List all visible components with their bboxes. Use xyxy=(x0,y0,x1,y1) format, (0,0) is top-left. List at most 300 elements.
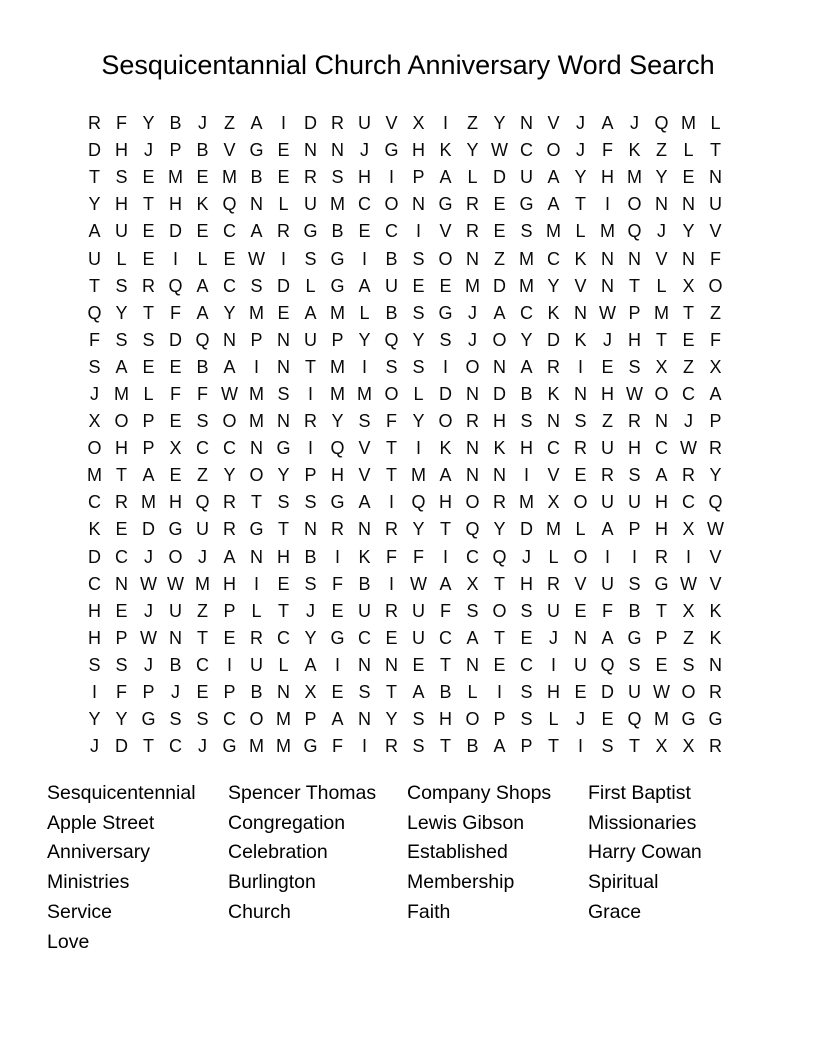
grid-letter: S xyxy=(304,492,317,513)
grid-letter: X xyxy=(412,113,425,134)
grid-letter: R xyxy=(331,113,344,134)
grid-letter: S xyxy=(88,356,101,377)
grid-letter: K xyxy=(439,438,452,459)
grid-letter: G xyxy=(384,140,399,161)
grid-letter: E xyxy=(223,627,236,648)
grid-letter: N xyxy=(277,329,290,350)
grid-letter: O xyxy=(438,248,453,269)
grid-letter: X xyxy=(547,492,560,513)
grid-letter: Y xyxy=(412,411,425,432)
word-item: First Baptist xyxy=(588,782,691,804)
grid-letter: J xyxy=(360,140,369,161)
grid-letter: M xyxy=(519,275,534,296)
grid-letter: N xyxy=(655,411,668,432)
grid-letter: V xyxy=(709,546,722,567)
grid-letter: N xyxy=(682,248,695,269)
grid-letter: N xyxy=(250,546,263,567)
grid-letter: I xyxy=(307,383,313,404)
word-item: Love xyxy=(47,930,90,953)
grid-letter: M xyxy=(411,465,426,486)
grid-letter: J xyxy=(144,140,153,161)
grid-letter: C xyxy=(223,275,236,296)
grid-letter: Y xyxy=(520,329,533,350)
grid-letter: M xyxy=(654,302,669,323)
grid-letter: U xyxy=(574,654,587,675)
grid-letter: I xyxy=(604,546,610,567)
grid-letter: V xyxy=(439,221,452,242)
grid-letter: A xyxy=(331,709,344,730)
grid-letter: H xyxy=(223,573,236,594)
grid-letter: R xyxy=(223,492,236,513)
grid-letter: A xyxy=(412,682,425,703)
grid-letter: O xyxy=(573,492,588,513)
grid-letter: X xyxy=(466,573,479,594)
word-list xyxy=(0,779,816,979)
grid-letter: T xyxy=(656,600,667,621)
grid-letter: C xyxy=(88,492,101,513)
grid-letter: I xyxy=(523,465,529,486)
grid-letter: X xyxy=(304,682,317,703)
grid-letter: X xyxy=(655,356,668,377)
grid-letter: N xyxy=(493,356,506,377)
grid-letter: I xyxy=(631,546,637,567)
grid-letter: O xyxy=(87,438,102,459)
grid-letter: F xyxy=(89,329,100,350)
grid-letter: S xyxy=(412,356,425,377)
grid-letter: S xyxy=(115,654,128,675)
grid-letter: N xyxy=(655,194,668,215)
grid-letter: E xyxy=(142,167,155,188)
grid-letter: U xyxy=(169,600,182,621)
grid-letter: S xyxy=(439,329,452,350)
word-item: Grace xyxy=(588,900,642,923)
grid-letter: L xyxy=(278,194,289,215)
grid-letter: Q xyxy=(627,221,642,242)
grid-letter: U xyxy=(601,438,614,459)
grid-letter: R xyxy=(385,736,398,757)
grid-letter: T xyxy=(386,465,397,486)
grid-letter: C xyxy=(196,654,209,675)
grid-letter: E xyxy=(277,573,290,594)
grid-letter: I xyxy=(361,736,367,757)
grid-letter: J xyxy=(198,736,207,757)
grid-letter: H xyxy=(358,167,371,188)
grid-letter: P xyxy=(628,519,641,540)
word-list-column xyxy=(47,779,196,957)
grid-letter: D xyxy=(169,221,182,242)
grid-letter: N xyxy=(115,573,128,594)
grid-letter: Z xyxy=(683,627,694,648)
grid-letter: Y xyxy=(493,113,506,134)
grid-letter: S xyxy=(412,248,425,269)
grid-letter: O xyxy=(249,465,264,486)
grid-letter: I xyxy=(388,573,394,594)
grid-letter: E xyxy=(115,519,128,540)
grid-letter: T xyxy=(116,465,127,486)
grid-letter: N xyxy=(601,248,614,269)
word-item: Church xyxy=(228,900,291,923)
grid-letter: V xyxy=(547,465,560,486)
grid-letter: G xyxy=(141,709,156,730)
grid-letter: E xyxy=(493,194,506,215)
grid-letter: T xyxy=(629,275,640,296)
grid-letter: M xyxy=(357,383,372,404)
grid-letter: Y xyxy=(115,709,128,730)
grid-letter: E xyxy=(493,221,506,242)
grid-letter: W xyxy=(491,140,508,161)
grid-letter: Q xyxy=(384,329,399,350)
grid-letter: R xyxy=(466,221,479,242)
grid-letter: I xyxy=(361,356,367,377)
word-item: Harry Cowan xyxy=(588,841,702,864)
grid-letter: O xyxy=(168,546,183,567)
grid-letter: I xyxy=(415,438,421,459)
grid-letter: N xyxy=(574,302,587,323)
grid-letter: H xyxy=(520,573,533,594)
grid-letter: N xyxy=(466,465,479,486)
grid-letter: R xyxy=(709,682,722,703)
grid-letter: E xyxy=(574,682,587,703)
grid-letter: P xyxy=(412,167,425,188)
grid-letter: H xyxy=(412,140,425,161)
grid-letter: N xyxy=(277,682,290,703)
grid-letter: L xyxy=(251,600,262,621)
grid-letter: I xyxy=(307,438,313,459)
grid-letter: G xyxy=(222,736,237,757)
grid-letter: T xyxy=(143,736,154,757)
grid-letter: C xyxy=(439,627,452,648)
grid-letter: O xyxy=(384,383,399,404)
grid-letter: Z xyxy=(197,465,208,486)
grid-letter: N xyxy=(682,194,695,215)
grid-letter: U xyxy=(412,600,425,621)
grid-letter: D xyxy=(277,275,290,296)
grid-letter: M xyxy=(600,221,615,242)
grid-letter: O xyxy=(384,194,399,215)
grid-letter: G xyxy=(330,492,345,513)
grid-letter: M xyxy=(249,736,264,757)
grid-letter: A xyxy=(493,302,506,323)
grid-letter: C xyxy=(277,627,290,648)
grid-letter: J xyxy=(576,140,585,161)
grid-letter: V xyxy=(574,573,587,594)
word-item: Membership xyxy=(407,871,515,894)
grid-letter: Y xyxy=(547,275,560,296)
grid-letter: S xyxy=(682,654,695,675)
grid-letter: Z xyxy=(224,113,235,134)
grid-letter: T xyxy=(278,600,289,621)
grid-letter: L xyxy=(197,248,208,269)
grid-letter: H xyxy=(655,519,668,540)
grid-letter: S xyxy=(115,275,128,296)
word-list-column xyxy=(407,779,551,928)
grid-letter: Y xyxy=(385,709,398,730)
grid-letter: N xyxy=(277,411,290,432)
grid-letter: Y xyxy=(304,627,317,648)
grid-letter: N xyxy=(169,627,182,648)
grid-letter: X xyxy=(682,275,695,296)
grid-letter: T xyxy=(305,356,316,377)
grid-letter: T xyxy=(440,736,451,757)
grid-letter: A xyxy=(304,302,317,323)
grid-letter: R xyxy=(655,546,668,567)
grid-letter: U xyxy=(385,275,398,296)
page-title: Sesquicentannial Church Anniversary Word Search xyxy=(101,50,715,80)
grid-letter: E xyxy=(682,329,695,350)
grid-letter: Y xyxy=(412,329,425,350)
grid-letter: U xyxy=(358,113,371,134)
grid-letter: V xyxy=(709,221,722,242)
grid-letter: Z xyxy=(683,356,694,377)
grid-letter: M xyxy=(330,302,345,323)
grid-letter: F xyxy=(413,546,424,567)
grid-letter: S xyxy=(88,654,101,675)
grid-letter: G xyxy=(249,519,264,540)
grid-letter: N xyxy=(574,627,587,648)
grid-letter: U xyxy=(547,600,560,621)
grid-letter: R xyxy=(142,275,155,296)
grid-letter: U xyxy=(358,600,371,621)
grid-letter: J xyxy=(171,682,180,703)
grid-letter: H xyxy=(169,492,182,513)
grid-letter: C xyxy=(88,573,101,594)
grid-letter: Y xyxy=(466,140,479,161)
grid-letter: K xyxy=(709,600,722,621)
grid-letter: S xyxy=(412,709,425,730)
grid-letter: U xyxy=(196,519,209,540)
grid-letter: J xyxy=(90,383,99,404)
grid-letter: H xyxy=(277,546,290,567)
grid-letter: J xyxy=(468,329,477,350)
grid-letter: F xyxy=(116,682,127,703)
grid-letter: T xyxy=(440,519,451,540)
grid-letter: E xyxy=(142,221,155,242)
grid-letter: E xyxy=(331,682,344,703)
grid-letter: R xyxy=(223,519,236,540)
grid-letter: U xyxy=(520,167,533,188)
grid-letter: I xyxy=(361,248,367,269)
grid-letter: N xyxy=(358,654,371,675)
grid-letter: Q xyxy=(411,492,426,513)
grid-letter: H xyxy=(115,438,128,459)
grid-letter: D xyxy=(88,546,101,567)
grid-letter: C xyxy=(466,546,479,567)
grid-letter: Q xyxy=(627,709,642,730)
grid-letter: O xyxy=(465,709,480,730)
word-item: Spiritual xyxy=(588,871,659,894)
grid-letter: E xyxy=(655,654,668,675)
grid-letter: M xyxy=(519,492,534,513)
grid-letter: H xyxy=(115,140,128,161)
grid-letter: M xyxy=(168,167,183,188)
grid-letter: Y xyxy=(115,302,128,323)
grid-letter: N xyxy=(250,194,263,215)
grid-letter: U xyxy=(601,573,614,594)
grid-letter: Q xyxy=(465,519,480,540)
grid-letter: G xyxy=(519,194,534,215)
grid-letter: E xyxy=(412,654,425,675)
grid-letter: J xyxy=(630,113,639,134)
grid-letter: V xyxy=(358,465,371,486)
grid-letter: R xyxy=(250,627,263,648)
grid-letter: M xyxy=(627,167,642,188)
grid-letter: Q xyxy=(222,194,237,215)
grid-letter: D xyxy=(88,140,101,161)
grid-letter: L xyxy=(305,275,316,296)
grid-letter: E xyxy=(169,465,182,486)
grid-letter: I xyxy=(577,736,583,757)
grid-letter: F xyxy=(602,140,613,161)
grid-letter: C xyxy=(520,654,533,675)
grid-letter: C xyxy=(196,438,209,459)
grid-letter: Z xyxy=(467,113,478,134)
grid-letter: S xyxy=(574,411,587,432)
grid-letter: J xyxy=(144,546,153,567)
grid-letter: J xyxy=(657,221,666,242)
grid-letter: L xyxy=(683,140,694,161)
word-item: Celebration xyxy=(228,841,328,864)
grid-letter: E xyxy=(115,600,128,621)
grid-letter: T xyxy=(656,329,667,350)
grid-letter: P xyxy=(223,682,236,703)
grid-letter: R xyxy=(385,600,398,621)
grid-letter: B xyxy=(520,383,533,404)
grid-letter: N xyxy=(493,465,506,486)
grid-letter: Z xyxy=(710,302,721,323)
grid-letter: Y xyxy=(88,709,101,730)
grid-letter: H xyxy=(88,600,101,621)
grid-letter: M xyxy=(330,194,345,215)
grid-letter: S xyxy=(520,411,533,432)
grid-letter: Y xyxy=(412,519,425,540)
grid-letter: E xyxy=(574,600,587,621)
grid-letter: G xyxy=(708,709,723,730)
grid-letter: C xyxy=(520,302,533,323)
grid-letter: K xyxy=(709,627,722,648)
grid-letter: T xyxy=(494,573,505,594)
grid-letter: U xyxy=(412,627,425,648)
grid-letter: V xyxy=(709,573,722,594)
grid-letter: E xyxy=(520,627,533,648)
grid-letter: C xyxy=(682,383,695,404)
grid-letter: B xyxy=(385,302,398,323)
grid-letter: N xyxy=(466,654,479,675)
grid-letter: E xyxy=(196,167,209,188)
grid-letter: J xyxy=(549,627,558,648)
grid-letter: E xyxy=(142,356,155,377)
grid-letter: M xyxy=(87,465,102,486)
grid-letter: F xyxy=(197,383,208,404)
grid-letter: T xyxy=(278,519,289,540)
grid-letter: U xyxy=(628,682,641,703)
grid-letter: U xyxy=(88,248,101,269)
grid-letter: I xyxy=(442,356,448,377)
grid-letter: E xyxy=(277,302,290,323)
grid-letter: S xyxy=(520,682,533,703)
grid-letter: J xyxy=(144,654,153,675)
grid-letter: D xyxy=(169,329,182,350)
grid-letter: L xyxy=(116,248,127,269)
grid-letter: S xyxy=(169,709,182,730)
grid-letter: K xyxy=(439,140,452,161)
grid-letter: I xyxy=(334,654,340,675)
grid-letter: B xyxy=(250,682,263,703)
grid-letter: H xyxy=(601,167,614,188)
grid-letter: B xyxy=(385,248,398,269)
grid-letter: S xyxy=(628,356,641,377)
grid-letter: S xyxy=(412,736,425,757)
grid-letter: X xyxy=(682,519,695,540)
grid-letter: A xyxy=(250,113,263,134)
grid-letter: B xyxy=(304,546,317,567)
grid-letter: B xyxy=(358,573,371,594)
grid-letter: S xyxy=(628,465,641,486)
grid-letter: A xyxy=(142,465,155,486)
grid-letter: D xyxy=(304,113,317,134)
grid-letter: T xyxy=(386,438,397,459)
grid-letter: D xyxy=(547,329,560,350)
grid-letter: I xyxy=(604,194,610,215)
grid-letter: F xyxy=(332,573,343,594)
grid-letter: U xyxy=(709,194,722,215)
grid-letter: I xyxy=(496,682,502,703)
grid-letter: Y xyxy=(88,194,101,215)
grid-letter: Y xyxy=(709,465,722,486)
grid-letter: R xyxy=(682,465,695,486)
grid-letter: G xyxy=(330,627,345,648)
grid-letter: C xyxy=(547,248,560,269)
grid-letter: I xyxy=(550,654,556,675)
grid-letter: I xyxy=(334,546,340,567)
grid-letter: W xyxy=(221,383,238,404)
grid-letter: J xyxy=(576,113,585,134)
grid-letter: F xyxy=(386,546,397,567)
grid-letter: D xyxy=(493,167,506,188)
grid-letter: T xyxy=(440,654,451,675)
grid-letter: L xyxy=(575,519,586,540)
grid-letter: G xyxy=(249,140,264,161)
grid-letter: E xyxy=(331,600,344,621)
grid-letter: K xyxy=(493,438,506,459)
grid-letter: M xyxy=(465,275,480,296)
grid-letter: A xyxy=(547,194,560,215)
grid-letter: H xyxy=(493,411,506,432)
grid-letter: Q xyxy=(168,275,183,296)
grid-letter: C xyxy=(358,627,371,648)
grid-letter: J xyxy=(603,329,612,350)
grid-letter: S xyxy=(520,709,533,730)
grid-letter: E xyxy=(385,627,398,648)
grid-letter: A xyxy=(547,167,560,188)
grid-letter: O xyxy=(708,275,723,296)
grid-letter: L xyxy=(548,546,559,567)
grid-letter: X xyxy=(709,356,722,377)
grid-letter: P xyxy=(115,627,128,648)
grid-letter: M xyxy=(249,411,264,432)
grid-letter: C xyxy=(682,492,695,513)
grid-letter: I xyxy=(226,654,232,675)
grid-letter: G xyxy=(654,573,669,594)
grid-letter: B xyxy=(439,682,452,703)
word-item: Missionaries xyxy=(588,811,697,834)
grid-letter: P xyxy=(142,411,155,432)
grid-letter: S xyxy=(385,356,398,377)
grid-letter: M xyxy=(276,709,291,730)
grid-letter: S xyxy=(412,302,425,323)
grid-letter: C xyxy=(223,709,236,730)
grid-letter: N xyxy=(628,248,641,269)
grid-letter: N xyxy=(520,113,533,134)
